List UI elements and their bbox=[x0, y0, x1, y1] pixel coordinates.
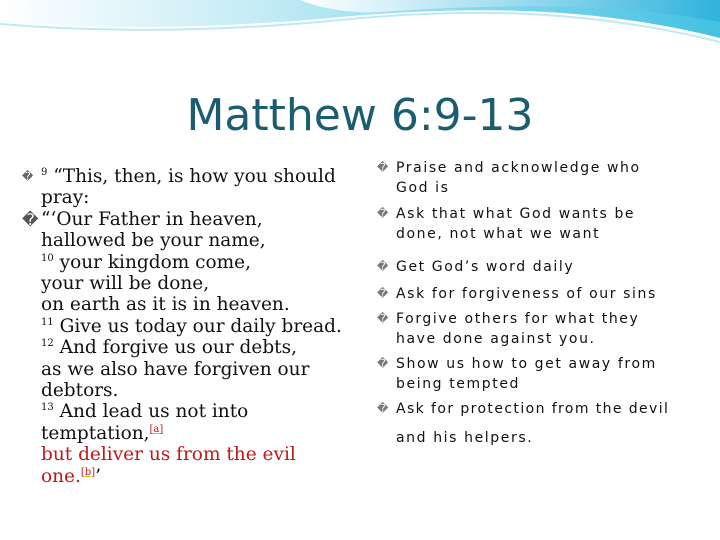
prayer-point-6 bbox=[377, 354, 712, 394]
prayer-point-text: Praise and acknowledge who bbox=[396, 160, 641, 176]
prayer-point-text: Ask for protection from the devil bbox=[396, 401, 670, 417]
scripture-line-2: pray: bbox=[41, 187, 90, 209]
verse-text: “‘Our Father in heaven, bbox=[41, 208, 263, 230]
scripture-passage bbox=[22, 166, 362, 487]
prayer-point-2 bbox=[377, 204, 712, 244]
verse-number: 13 bbox=[41, 402, 54, 414]
prayer-point-text: Forgive others for what they bbox=[396, 311, 640, 327]
scripture-line-6: your will be done, bbox=[41, 273, 210, 295]
scripture-line-1 bbox=[22, 166, 362, 187]
verse-text: one. bbox=[41, 465, 81, 487]
verse-number: 12 bbox=[41, 338, 54, 350]
scripture-line-10: as we also have forgiven our bbox=[41, 358, 310, 380]
verse-text: Give us today our daily bread. bbox=[53, 315, 342, 337]
prayer-point-text: Ask for forgiveness of our sins bbox=[396, 286, 657, 302]
prayer-point-3 bbox=[377, 257, 712, 277]
scripture-line-13 bbox=[22, 423, 362, 444]
prayer-point-text: God is bbox=[396, 180, 450, 196]
prayer-point-text: Show us how to get away from bbox=[396, 356, 657, 372]
footnote-link-b[interactable]: [b] bbox=[80, 466, 96, 478]
bullet-icon: � bbox=[377, 287, 389, 300]
scripture-line-12 bbox=[22, 401, 362, 422]
prayer-point-5 bbox=[377, 309, 712, 349]
prayer-point-text: have done against you. bbox=[396, 331, 596, 347]
header-wave-banner bbox=[0, 0, 720, 60]
scripture-line-3 bbox=[22, 209, 362, 230]
prayer-point-text: done, not what we want bbox=[396, 226, 601, 242]
scripture-line-11: debtors. bbox=[41, 380, 119, 402]
verse-text: your kingdom come, bbox=[53, 251, 252, 273]
scripture-line-8 bbox=[22, 316, 362, 337]
prayer-point-4 bbox=[377, 284, 712, 304]
prayer-point-text: Ask that what God wants be bbox=[396, 206, 636, 222]
scripture-line-4: hallowed be your name, bbox=[41, 230, 266, 252]
verse-text: And lead us not into bbox=[53, 401, 249, 423]
prayer-point-7 bbox=[377, 399, 712, 448]
bullet-icon: � bbox=[377, 357, 389, 370]
prayer-point-text: being tempted bbox=[396, 376, 521, 392]
prayer-point-text: and his helpers. bbox=[396, 430, 534, 446]
footnote-link-a[interactable]: [a] bbox=[149, 423, 164, 435]
scripture-line-5 bbox=[22, 252, 362, 273]
verse-number: 9 bbox=[41, 166, 48, 178]
verse-text: And forgive us our debts, bbox=[53, 337, 297, 359]
verse-number: 10 bbox=[41, 252, 54, 264]
verse-number: 11 bbox=[41, 316, 54, 328]
scripture-line-9 bbox=[22, 337, 362, 358]
bullet-icon: � bbox=[377, 161, 389, 174]
scripture-line-15 bbox=[22, 466, 362, 487]
closing-quote: ’ bbox=[95, 465, 101, 487]
slide-title: Matthew 6:9-13 bbox=[186, 90, 534, 141]
bullet-icon: � bbox=[377, 260, 389, 273]
prayer-points-list bbox=[377, 158, 712, 448]
bullet-icon: � bbox=[377, 312, 389, 325]
scripture-line-7: on earth as it is in heaven. bbox=[41, 294, 290, 316]
verse-text: “This, then, is how you should bbox=[53, 166, 336, 187]
scripture-line-14: but deliver us from the evil bbox=[41, 444, 296, 466]
prayer-point-1 bbox=[377, 158, 712, 198]
prayer-point-text: Get God’s word daily bbox=[396, 259, 575, 275]
bullet-icon: � bbox=[377, 402, 389, 415]
bullet-icon: � bbox=[377, 207, 389, 220]
verse-text: temptation, bbox=[41, 422, 150, 444]
bullet-icon: � bbox=[22, 170, 34, 183]
bullet-icon: � bbox=[22, 209, 39, 229]
